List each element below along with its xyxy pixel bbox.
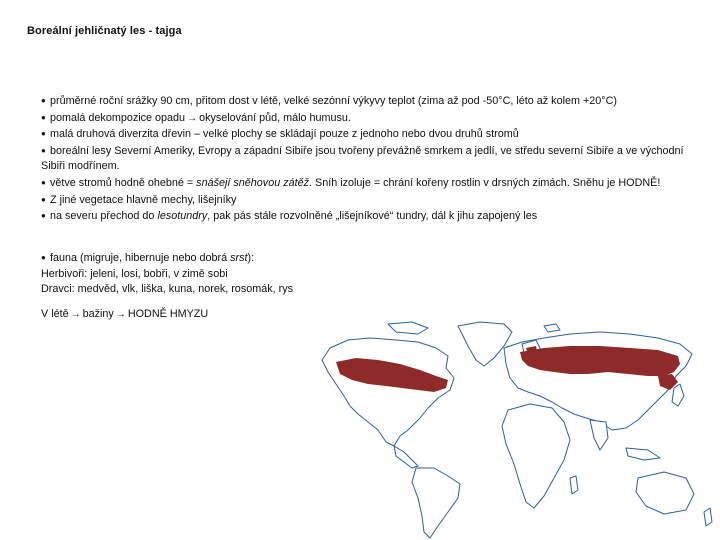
- climate-section: [41, 93, 691, 225]
- fauna-section: [41, 250, 691, 298]
- herbivores-line: Herbivoři: jeleni, losi, bobři, v zimě sobi: [41, 267, 228, 280]
- bullet-icon: ●: [41, 177, 46, 187]
- south-america-land: [412, 468, 460, 538]
- arrow-icon: →: [70, 309, 81, 320]
- list-item: ● malá druhová diverzita dřevin – velké plochy se skládají pouze z jednoho nebo dvou druhů stromů: [41, 128, 519, 141]
- japan-land: [672, 384, 684, 406]
- australia-land: [636, 472, 694, 514]
- predators-line: Dravci: medvěd, vlk, liška, kuna, norek, rosomák, rys: [41, 283, 294, 296]
- arrow-icon: →: [187, 112, 198, 124]
- bullet-icon: ●: [41, 211, 46, 221]
- madagascar-land: [570, 476, 578, 494]
- list-item: ● fauna (migruje, hibernuje nebo dobrá srst):: [41, 252, 255, 264]
- list-item: ● na severu přechod do lesotundry, pak pás stále rozvolněné „lišejníkové“ tundry, dál k jihu zapojený les: [41, 210, 538, 223]
- summer-line: V létě → bažiny → HODNĚ HMYZU: [41, 307, 691, 323]
- indonesia-land: [626, 448, 660, 460]
- bullet-icon: ●: [41, 112, 46, 122]
- list-item: ● Z jiné vegetace hlavně mechy, lišejníky: [41, 193, 237, 206]
- bullet-icon: ●: [41, 96, 46, 105]
- list-item: ● boreální lesy Severní Ameriky, Evropy a západní Sibiře jsou tvořeny převážně smrkem a jedlí, ve středu severní Sibiře a ve východní Sibiři modřínem.: [41, 144, 684, 173]
- bullet-icon: ●: [41, 145, 46, 155]
- list-item: ● větve stromů hodně ohebné = snášejí sněhovou zátěž. Sníh izoluje = chrání kořeny rostlin v drsných zimách. Sněhu je HODNĚ!: [41, 176, 661, 189]
- central-america-land: [394, 446, 418, 468]
- africa-land: [502, 404, 570, 508]
- list-item: ● pomalá dekompozice opadu → okyselování půd, málo humusu.: [41, 110, 691, 127]
- new-zealand-land: [704, 508, 712, 526]
- arctic-islands-land: [388, 322, 428, 334]
- bullet-icon: ●: [41, 253, 46, 262]
- world-map: [308, 318, 718, 540]
- india-land: [590, 420, 608, 450]
- bullet-icon: ●: [41, 129, 46, 139]
- bullet-icon: ●: [41, 194, 46, 204]
- page-title: Boreální jehličnatý les - tajga: [27, 25, 182, 37]
- north-america-land: [322, 338, 454, 446]
- list-item: ● průměrné roční srážky 90 cm, přitom dost v létě, velké sezónní výkyvy teplot (zima až pod -50°C, léto až kolem +20°C): [41, 95, 617, 107]
- svalbard-land: [544, 324, 560, 332]
- arrow-icon: →: [115, 309, 126, 320]
- greenland-land: [458, 322, 512, 366]
